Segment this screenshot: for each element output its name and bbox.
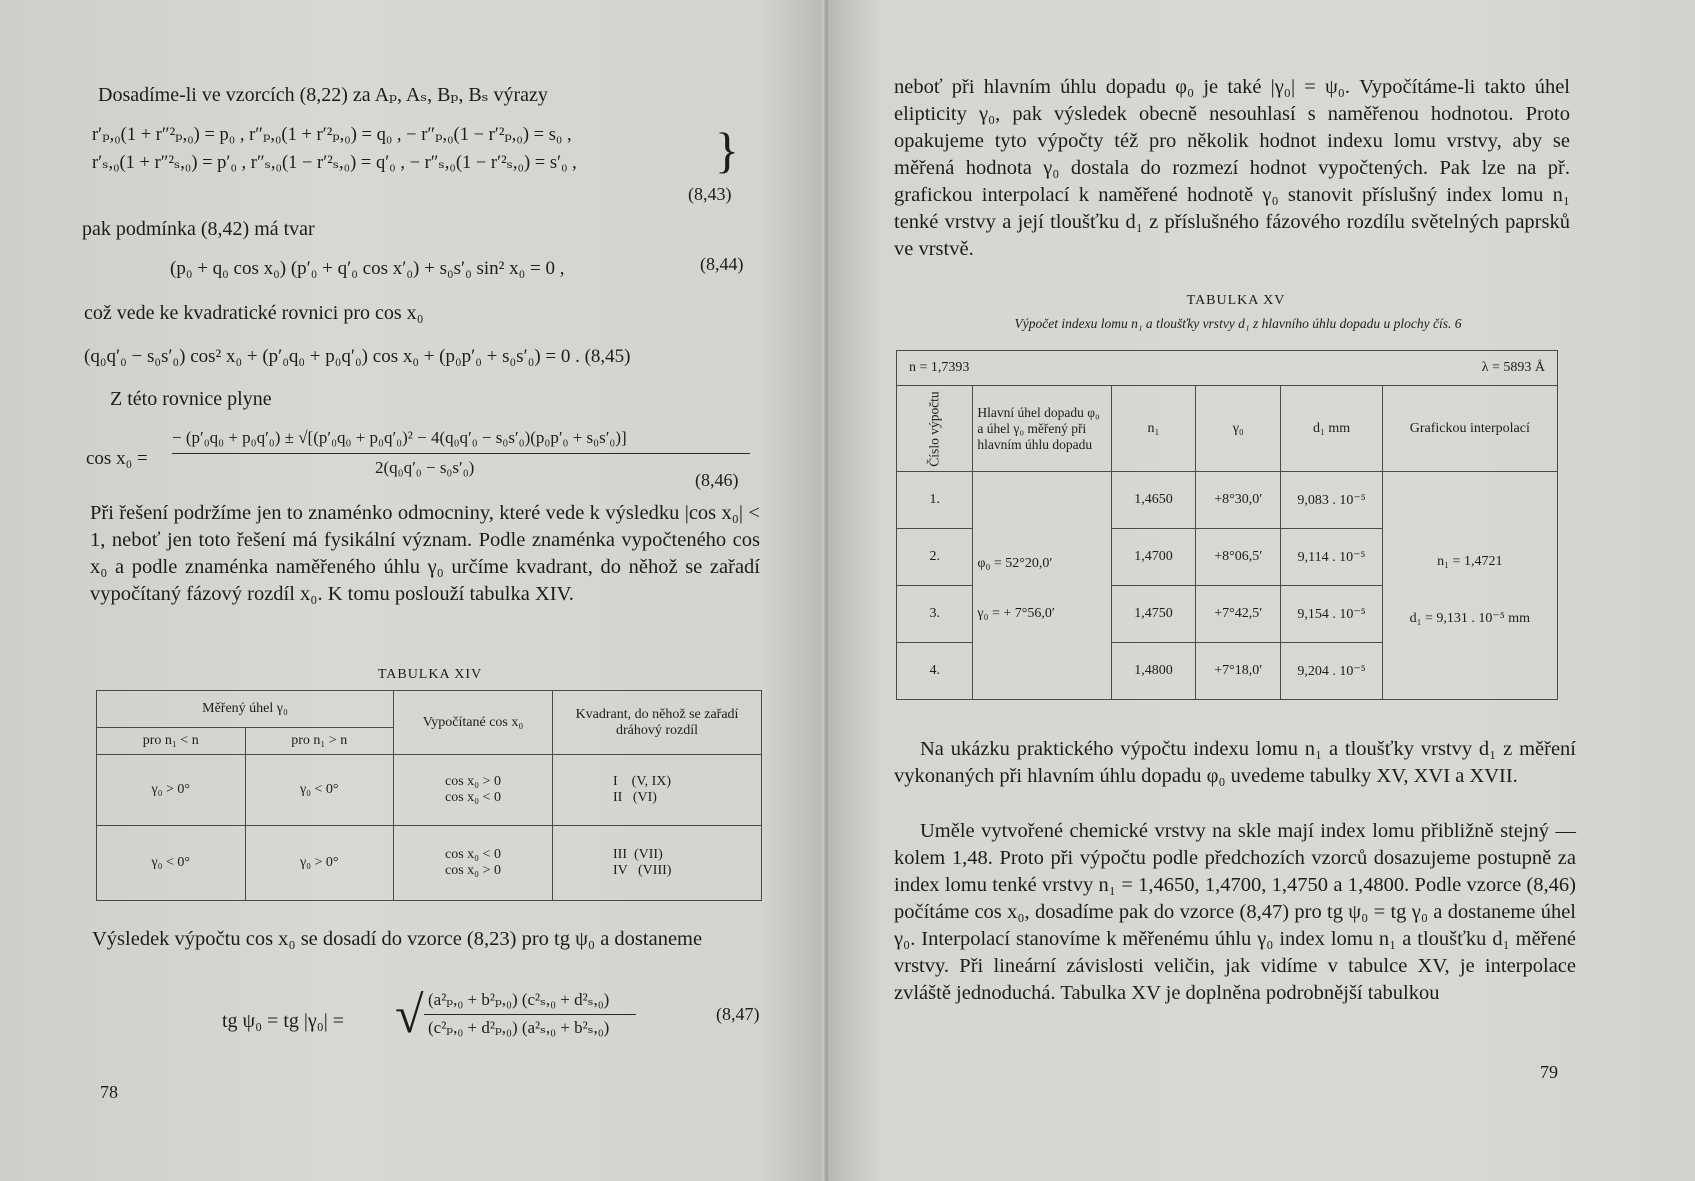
equation-8-46-numerator: − (p′₀q₀ + p₀q′₀) ± √[(p′₀q₀ + p₀q′₀)² − 4(q₀q′₀ − s₀s′₀)(p₀p′₀ + s₀s′₀)] <box>172 428 627 447</box>
table-xv <box>896 350 1558 700</box>
table15-result-d1: d₁ = 9,131 . 10⁻⁵ mm <box>1409 611 1530 626</box>
equation-number-8-46: (8,46) <box>695 470 739 490</box>
table15-header-number: Číslo výpočtu <box>926 390 942 467</box>
equation-8-47-denominator: (c²ₚ,₀ + d²ₚ,₀) (a²ₛ,₀ + b²ₛ,₀) <box>428 1018 610 1037</box>
table14-r1-q1: I (V, IX) <box>613 774 672 789</box>
table15-result-n1: n₁ = 1,4721 <box>1437 554 1503 569</box>
table14-header-n-less: pro n₁ < n <box>97 728 246 755</box>
equation-number-8-47: (8,47) <box>716 1004 760 1024</box>
equation-8-43-line2: r′ₛ,₀(1 + r″²ₛ,₀) = p′₀ , r″ₛ,₀(1 − r′²ₛ,₀) = q′₀ , − r″ₛ,₀(1 − r′²ₛ,₀) = s′₀ , <box>92 153 577 173</box>
from-equation-text: Z této rovnice plyne <box>110 388 272 410</box>
quadratic-text: což vede ke kvadratické rovnici pro cos x₀ <box>84 302 424 324</box>
fraction-bar <box>172 453 750 454</box>
table15-row2-no: 2. <box>897 529 973 586</box>
solution-paragraph: Při řešení podržíme jen to znaménko odmocniny, které vede k výsledku |cos x₀| < 1, neboť jen toto řešení má fysikální význam. Podle znaménka vypočteného cos x₀ a podle znaménka naměřeného úhlu γ₀ určíme kvadrant, do něhož se zařadí vypočítaný fázový rozdíl x₀. K tomu poslouží tabulka XIV. <box>90 502 760 605</box>
table14-r1-b: γ₀ < 0° <box>245 755 394 826</box>
sqrt-symbol: √ <box>395 987 424 1044</box>
table14-r2-a: γ₀ < 0° <box>97 826 246 901</box>
example-paragraph: Na ukázku praktického výpočtu indexu lomu n₁ a tloušťky vrstvy d₁ z měření vykonaných při hlavním úhlu dopadu φ₀ uvedeme tabulky XV, XVI a XVII. <box>894 738 1576 787</box>
equation-8-47-numerator: (a²ₚ,₀ + b²ₚ,₀) (c²ₛ,₀ + d²ₛ,₀) <box>428 990 610 1009</box>
table15-caption: TABULKA XV <box>1186 293 1286 308</box>
table15-row3-gamma: +7°42,5′ <box>1196 586 1281 643</box>
table15-header-angle: Hlavní úhel dopadu φ₀ a úhel γ₀ měřený při hlavním úhlu dopadu <box>973 386 1111 472</box>
table15-row4-n1: 1,4800 <box>1111 643 1195 700</box>
table15-row3-no: 3. <box>897 586 973 643</box>
table15-phi-value: φ₀ = 52°20,0′ <box>977 555 1053 571</box>
table-row <box>97 755 762 826</box>
table14-header-measured: Měřený úhel γ₀ <box>97 691 394 728</box>
equation-8-43-line1: r′ₚ,₀(1 + r″²ₚ,₀) = p₀ , r″ₚ,₀(1 + r′²ₚ,₀) = q₀ , − r″ₚ,₀(1 − r′²ₚ,₀) = s₀ , <box>92 125 572 145</box>
table15-lambda-value: λ = 5893 Å <box>1481 360 1545 375</box>
equation-number-8-43: (8,43) <box>688 184 732 204</box>
table14-header-n-greater: pro n₁ > n <box>245 728 394 755</box>
brace-symbol: } <box>715 122 739 178</box>
table14-r2-b: γ₀ > 0° <box>245 826 394 901</box>
table15-row3-n1: 1,4750 <box>1111 586 1195 643</box>
page-number-right: 79 <box>1540 1062 1558 1082</box>
table15-row1-d1: 9,083 . 10⁻⁵ <box>1281 472 1382 529</box>
result-paragraph: Výsledek výpočtu cos x₀ se dosadí do vzorce (8,23) pro tg ψ₀ a dostaneme <box>92 928 703 950</box>
table14-r1-q2: II (VI) <box>613 790 657 805</box>
layers-paragraph: Uměle vytvořené chemické vrstvy na skle mají index lomu přibližně stejný — kolem 1,48. Proto při výpočtu podle předchozích vzorců dosazujeme postupně za index lomu tenké vrstvy n₁ = 1,4650, 1,4700, 1,4750 a 1,4800. Podle vzorce (8,46) počítáme cos x₀, dosadíme pak do vzorce (8,47) pro tg ψ₀ = tg γ₀ a dostaneme úhel γ₀. Interpolací stanovíme k měřenému úhlu γ₀ index lomu n₁ a tloušťku d₁ měřené vrstvy. Při lineární závislosti veličin, jak vidíme v tabulce XV, je interpolace zvláště jednoduchá. Tabulka XV je doplněna podrobnější tabulkou <box>894 820 1576 1004</box>
table14-caption: TABULKA XIV <box>377 667 483 682</box>
equation-8-44: (p₀ + q₀ cos x₀) (p′₀ + q′₀ cos x′₀) + s₀s′₀ sin² x₀ = 0 , <box>170 258 565 279</box>
table15-row3-d1: 9,154 . 10⁻⁵ <box>1281 586 1382 643</box>
table14-r1-cos2: cos x₀ < 0 <box>445 790 501 805</box>
table15-header-graphic: Grafickou interpolací <box>1382 386 1557 472</box>
table15-row4-d1: 9,204 . 10⁻⁵ <box>1281 643 1382 700</box>
table14-r2-q2: IV (VIII) <box>613 863 672 878</box>
table15-row4-gamma: +7°18,0′ <box>1196 643 1281 700</box>
table14-header-computed: Vypočítané cos x₀ <box>394 691 553 755</box>
table14-header-quadrant: Kvadrant, do něhož se zařadí dráhový rozdíl <box>553 691 762 755</box>
table15-row2-n1: 1,4700 <box>1111 529 1195 586</box>
table14-r1-cos1: cos x₀ > 0 <box>445 774 501 789</box>
table15-row1-gamma: +8°30,0′ <box>1196 472 1281 529</box>
table-xiv <box>96 690 762 901</box>
table15-subcaption: Výpočet indexu lomu n₁ a tloušťky vrstvy d₁ z hlavního úhlu dopadu u plochy čís. 6 <box>1014 316 1462 331</box>
table15-header-gamma: γ₀ <box>1196 386 1281 472</box>
table15-row1-no: 1. <box>897 472 973 529</box>
left-page <box>0 0 828 1181</box>
equation-8-47-lhs: tg ψ₀ = tg |γ₀| = <box>222 1010 344 1032</box>
equation-8-45: (q₀q′₀ − s₀s′₀) cos² x₀ + (p′₀q₀ + p₀q′₀) cos x₀ + (p₀p′₀ + s₀s′₀) = 0 . (8,45) <box>84 346 631 367</box>
table-row <box>97 826 762 901</box>
equation-8-46-denominator: 2(q₀q′₀ − s₀s′₀) <box>375 458 475 477</box>
table15-row4-no: 4. <box>897 643 973 700</box>
table15-row2-d1: 9,114 . 10⁻⁵ <box>1281 529 1382 586</box>
table15-row2-gamma: +8°06,5′ <box>1196 529 1281 586</box>
table14-r2-cos2: cos x₀ > 0 <box>445 863 501 878</box>
intro-text: Dosadíme-li ve vzorcích (8,22) za Aₚ, Aₛ, Bₚ, Bₛ výrazy <box>98 84 548 106</box>
top-paragraph: neboť při hlavním úhlu dopadu φ₀ je také |γ₀| = ψ₀. Vypočítáme-li takto úhel elipticity γ₀, pak výsledek obecně nesouhlasí s naměřenou hodnotou. Proto opakujeme tyto výpočty též pro několik hodnot indexu lomu vrstvy, aby se měřená hodnota γ₀ dostala do rozmezí hodnot vypočtených. Pak lze na př. grafickou interpolací k naměřené hodnotě γ₀ stanovit příslušný index lomu n₁ tenké vrstvy a její tloušťku d₁ z příslušného fázového rozdílu světelných paprsků ve vrstvě. <box>894 76 1570 260</box>
table15-header-n1: n₁ <box>1111 386 1195 472</box>
table15-gamma-value: γ₀ = + 7°56,0′ <box>977 605 1055 621</box>
table14-r2-cos1: cos x₀ < 0 <box>445 847 501 862</box>
condition-text: pak podmínka (8,42) má tvar <box>82 218 315 240</box>
table-row <box>897 472 1558 529</box>
table14-r1-a: γ₀ > 0° <box>97 755 246 826</box>
table15-row1-n1: 1,4650 <box>1111 472 1195 529</box>
equation-number-8-44: (8,44) <box>700 254 744 274</box>
table14-r2-q1: III (VII) <box>613 847 663 862</box>
table15-n-value: n = 1,7393 <box>909 360 970 375</box>
right-page <box>828 0 1695 1181</box>
page-number-left: 78 <box>100 1082 118 1102</box>
fraction-bar <box>424 1014 636 1015</box>
equation-8-46-lhs: cos x₀ = <box>86 448 148 469</box>
table15-header-d1: d₁ mm <box>1281 386 1382 472</box>
